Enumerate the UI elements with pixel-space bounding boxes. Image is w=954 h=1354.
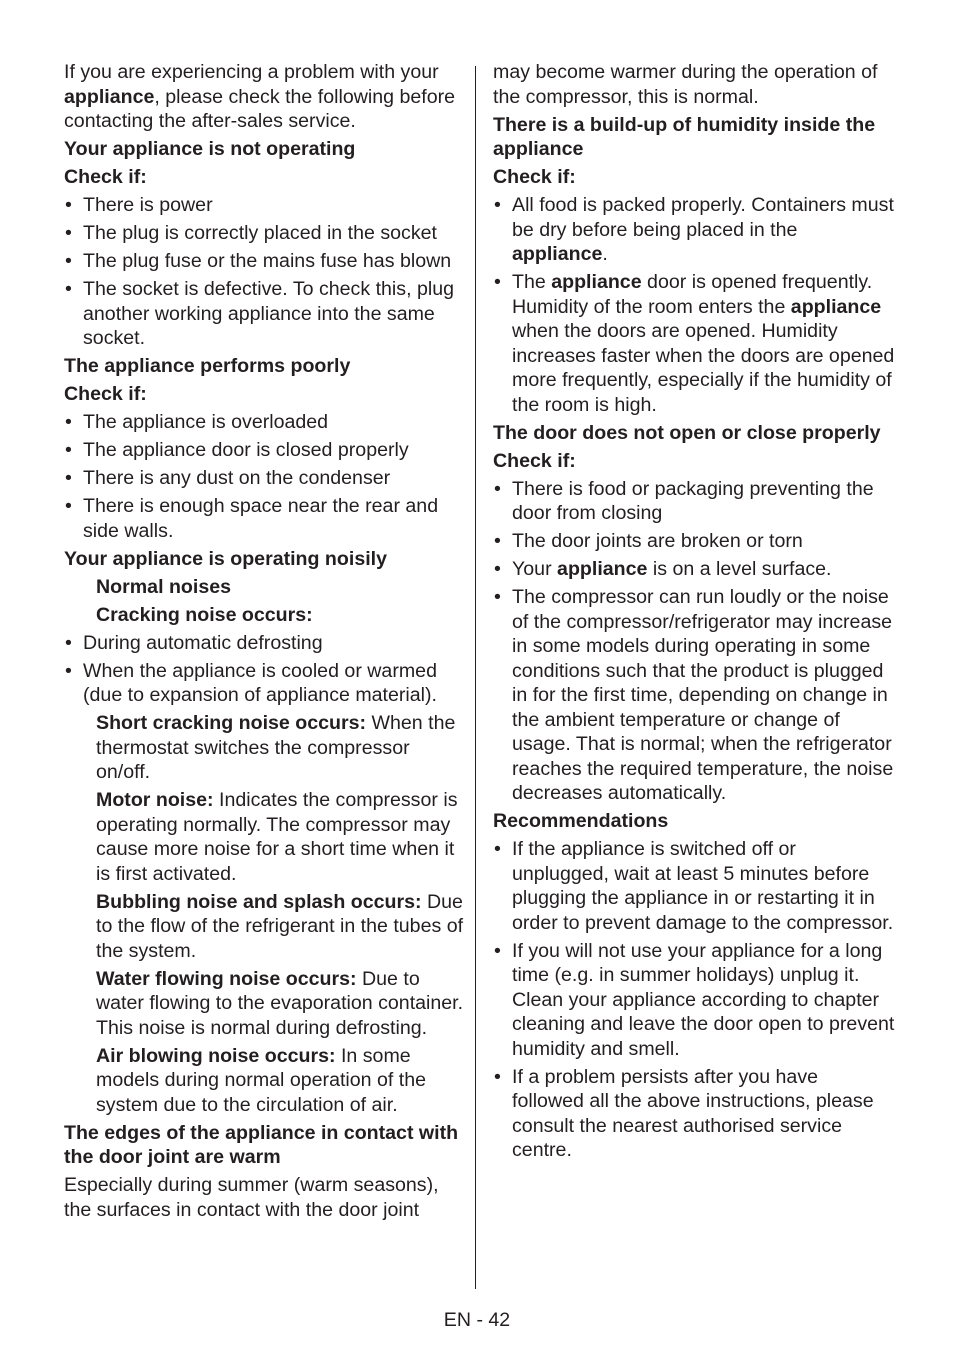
list-item: • During automatic defrosting xyxy=(64,631,464,656)
air-blowing-paragraph: Air blowing noise occurs: In some models during normal operation of the system due to the circulation of air. xyxy=(96,1044,427,1116)
section-heading-humidity: There is a build-up of humidity inside the appliance xyxy=(493,113,876,160)
water-flowing-paragraph: Water flowing noise occurs: Due to water flowing to the evaporation container. This noise is normal during defrosting. xyxy=(96,967,464,1039)
motor-noise-paragraph: Motor noise: Indicates the compressor is operating normally. The compressor may cause more noise for a short time when it is first activated. xyxy=(96,789,458,885)
intro-paragraph: If you are experiencing a problem with your appliance, please check the following before contacting the after-sales service. xyxy=(64,61,456,132)
not-operating-checklist xyxy=(64,193,464,351)
page-number: EN - 42 xyxy=(443,1309,511,1331)
list-item: • When the appliance is cooled or warmed (due to expansion of appliance material). xyxy=(64,659,464,708)
bubbling-noise-paragraph: Bubbling noise and splash occurs: Due to the flow of the refrigerant in the tubes of the system. xyxy=(96,890,464,962)
list-item: • There is any dust on the condenser xyxy=(64,466,464,491)
humidity-checklist xyxy=(493,193,895,417)
section-heading-warm-edges: The edges of the appliance in contact with the door joint are warm xyxy=(64,1121,459,1168)
list-item: • The appliance is overloaded xyxy=(64,410,464,435)
list-item: • The appliance door is closed properly xyxy=(64,438,464,463)
short-cracking-paragraph: Short cracking noise occurs: When the thermostat switches the compressor on/off. xyxy=(96,712,456,783)
subheading-normal-noises: Normal noises xyxy=(96,575,232,598)
section-heading-door: The door does not open or close properly xyxy=(493,421,881,444)
section-heading-recommendations: Recommendations xyxy=(493,810,669,832)
list-item: • Your appliance is on a level surface. xyxy=(493,557,895,582)
list-item: • There is enough space near the rear and side walls. xyxy=(64,494,464,543)
list-item: • The door joints are broken or torn xyxy=(493,529,895,554)
list-item: • The appliance door is opened frequently. Humidity of the room enters the appliance when the doors are opened. Humidity increases faster when the doors are opened more frequently, especially if the humidity of the room is high. xyxy=(493,270,895,417)
check-if-label: Check if: xyxy=(64,166,147,188)
list-item: • The plug fuse or the mains fuse has blown xyxy=(64,249,464,274)
check-if-label: Check if: xyxy=(493,166,576,188)
door-checklist xyxy=(493,477,895,806)
list-item: • The compressor can run loudly or the noise of the compressor/refrigerator may increase in some models during operating in some conditions such that the product is plugged in for the first time, depending on change in the ambient temperature or change of usage. That is normal; when the refrigerator reaches the required temperature, the noise decreases automatically. xyxy=(493,585,895,806)
list-item: • If you will not use your appliance for a long time (e.g. in summer holidays) unplug it. Clean your appliance according to chapter cleaning and leave the door open to prevent humidity and smell. xyxy=(493,939,895,1062)
list-item: • If a problem persists after you have followed all the above instructions, please consult the nearest authorised service centre. xyxy=(493,1065,895,1163)
performs-poorly-checklist xyxy=(64,410,464,543)
check-if-label: Check if: xyxy=(493,449,576,472)
warm-edges-text: Especially during summer (warm seasons), the surfaces in contact with the door joint xyxy=(64,1174,439,1221)
right-column xyxy=(493,60,895,1166)
subheading-cracking-noise: Cracking noise occurs: xyxy=(96,603,313,626)
section-heading-performs-poorly: The appliance performs poorly xyxy=(64,355,351,377)
list-item: • If the appliance is switched off or unplugged, wait at least 5 minutes before plugging the appliance in or restarting it in order to prevent damage to the compressor. xyxy=(493,837,895,935)
check-if-label: Check if: xyxy=(64,383,147,405)
column-divider xyxy=(475,66,476,1289)
list-item: • There is power xyxy=(64,193,464,218)
list-item: • All food is packed properly. Containers must be dry before being placed in the appliance. xyxy=(493,193,895,267)
warm-edges-continued: may become warmer during the operation of the compressor, this is normal. xyxy=(493,61,878,108)
recommendations-list xyxy=(493,837,895,1163)
list-item: • The socket is defective. To check this, plug another working appliance into the same socket. xyxy=(64,277,464,351)
list-item: • There is food or packaging preventing the door from closing xyxy=(493,477,895,526)
section-heading-not-operating: Your appliance is not operating xyxy=(64,138,356,160)
cracking-noise-list xyxy=(64,631,464,708)
section-heading-noisy: Your appliance is operating noisily xyxy=(64,547,387,570)
list-item: • The plug is correctly placed in the socket xyxy=(64,221,464,246)
left-column xyxy=(64,60,464,1226)
